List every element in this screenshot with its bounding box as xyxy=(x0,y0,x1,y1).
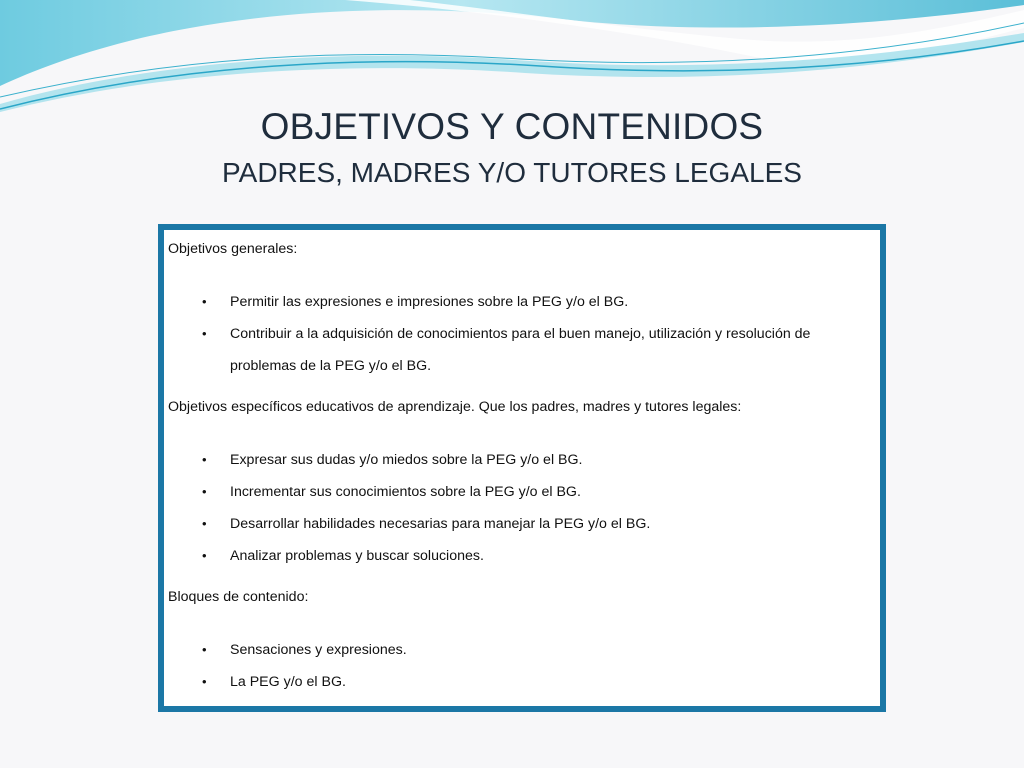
objectives-box xyxy=(158,224,886,712)
list-item-text: La PEG y/o el BG. xyxy=(230,674,346,690)
list-item xyxy=(168,508,876,540)
general-objectives-list xyxy=(168,286,876,382)
bullet-icon: • xyxy=(202,548,207,563)
list-item-text: Expresar sus dudas y/o miedos sobre la PEG y/o el BG. xyxy=(230,452,583,468)
specific-objectives-list xyxy=(168,444,876,572)
content-blocks-list xyxy=(168,634,876,698)
bullet-icon: • xyxy=(202,452,207,467)
section-heading-general: Objetivos generales: xyxy=(168,241,298,257)
slide-title: OBJETIVOS Y CONTENIDOS xyxy=(260,106,764,147)
list-item xyxy=(168,666,876,698)
list-item-text: Sensaciones y expresiones. xyxy=(230,642,407,658)
bullet-icon: • xyxy=(202,484,207,499)
list-item-text: Desarrollar habilidades necesarias para manejar la PEG y/o el BG. xyxy=(230,516,651,532)
list-item-text: Permitir las expresiones e impresiones sobre la PEG y/o el BG. xyxy=(230,294,629,310)
list-item-text: Analizar problemas y buscar soluciones. xyxy=(230,548,484,564)
list-item xyxy=(168,318,876,382)
slide-title-block xyxy=(0,103,1024,193)
list-item xyxy=(168,286,876,318)
bullet-icon: • xyxy=(202,294,207,309)
bullet-icon: • xyxy=(202,674,207,689)
objectives-content xyxy=(168,238,876,698)
bullet-icon: • xyxy=(202,326,207,341)
list-item-text: Contribuir a la adquisición de conocimientos para el buen manejo, utilización y resolución de problemas de la PEG y/o el BG. xyxy=(230,326,811,374)
list-item xyxy=(168,540,876,572)
bullet-icon: • xyxy=(202,642,207,657)
list-item xyxy=(168,444,876,476)
list-item xyxy=(168,634,876,666)
bullet-icon: • xyxy=(202,516,207,531)
section-heading-specific: Objetivos específicos educativos de aprendizaje. Que los padres, madres y tutores legales: xyxy=(168,399,742,415)
slide-subtitle: PADRES, MADRES Y/O TUTORES LEGALES xyxy=(222,157,802,188)
section-heading-content-blocks: Bloques de contenido: xyxy=(168,589,309,605)
list-item-text: Incrementar sus conocimientos sobre la PEG y/o el BG. xyxy=(230,484,581,500)
list-item xyxy=(168,476,876,508)
